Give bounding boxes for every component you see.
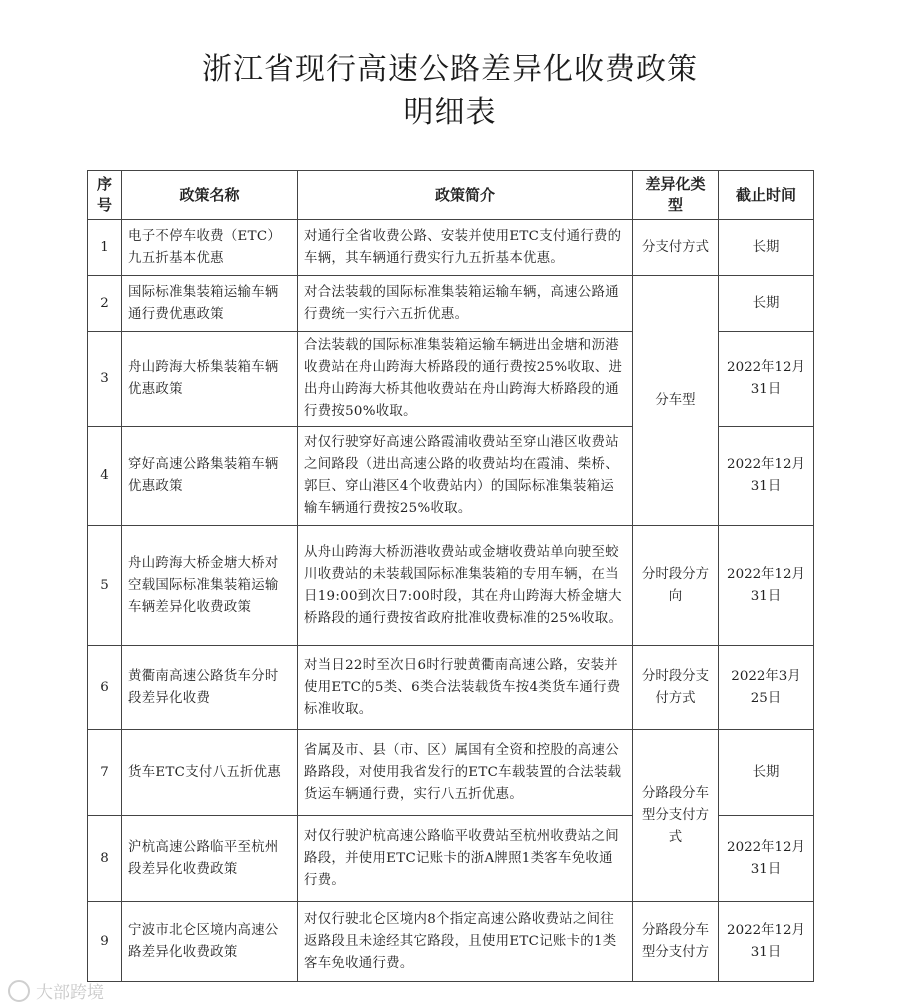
row-no: 5 bbox=[88, 526, 122, 646]
policy-desc: 合法装载的国际标准集装箱运输车辆进出金塘和沥港收费站在舟山跨海大桥路段的通行费按25%收取、进出舟山跨海大桥其他收费站在舟山跨海大桥路段的通行费按50%收取。 bbox=[298, 332, 633, 427]
table-row bbox=[88, 220, 814, 276]
page-subtitle: 明细表 bbox=[403, 95, 497, 130]
table-row bbox=[88, 902, 814, 982]
row-no: 6 bbox=[88, 646, 122, 730]
table-row bbox=[88, 276, 814, 332]
row-no: 4 bbox=[88, 427, 122, 526]
policy-name: 国际标准集装箱运输车辆通行费优惠政策 bbox=[122, 276, 298, 332]
policy-name: 穿好高速公路集装箱车辆优惠政策 bbox=[122, 427, 298, 526]
table-row bbox=[88, 526, 814, 646]
policy-name: 货车ETC支付八五折优惠 bbox=[122, 730, 298, 816]
row-no: 8 bbox=[88, 816, 122, 902]
header-no: 序号 bbox=[88, 171, 122, 220]
policy-name: 舟山跨海大桥集装箱车辆优惠政策 bbox=[122, 332, 298, 427]
header-deadline: 截止时间 bbox=[719, 171, 814, 220]
header-row bbox=[88, 171, 814, 220]
policy-desc: 省属及市、县（市、区）属国有全资和控股的高速公路路段，对使用我省发行的ETC车载装置的合法装载货运车辆通行费，实行八五折优惠。 bbox=[298, 730, 633, 816]
table-row bbox=[88, 646, 814, 730]
watermark-logo-icon bbox=[8, 980, 30, 1002]
row-no: 3 bbox=[88, 332, 122, 427]
row-no: 9 bbox=[88, 902, 122, 982]
header-type: 差异化类型 bbox=[633, 171, 719, 220]
deadline: 2022年12月31日 bbox=[719, 427, 814, 526]
policy-desc: 对当日22时至次日6时行驶黄衢南高速公路，安装并使用ETC的5类、6类合法装载货车按4类货车通行费标准收取。 bbox=[298, 646, 633, 730]
watermark-text: 大部跨境 bbox=[36, 983, 104, 1003]
row-no: 2 bbox=[88, 276, 122, 332]
policy-desc: 对仅行驶沪杭高速公路临平收费站至杭州收费站之间路段，并使用ETC记账卡的浙A牌照1类客车免收通行费。 bbox=[298, 816, 633, 902]
policy-desc: 对仅行驶北仑区境内8个指定高速公路收费站之间往返路段且未途经其它路段，且使用ETC记账卡的1类客车免收通行费。 bbox=[298, 902, 633, 982]
diff-type: 分车型 bbox=[633, 276, 719, 526]
header-desc: 政策简介 bbox=[298, 171, 633, 220]
policy-table bbox=[87, 170, 814, 982]
deadline: 长期 bbox=[719, 220, 814, 276]
policy-name: 电子不停车收费（ETC）九五折基本优惠 bbox=[122, 220, 298, 276]
deadline: 长期 bbox=[719, 730, 814, 816]
header-name: 政策名称 bbox=[122, 171, 298, 220]
policy-desc: 对合法装载的国际标准集装箱运输车辆，高速公路通行费统一实行六五折优惠。 bbox=[298, 276, 633, 332]
table-row bbox=[88, 730, 814, 816]
deadline: 2022年12月31日 bbox=[719, 902, 814, 982]
policy-desc: 从舟山跨海大桥沥港收费站或金塘收费站单向驶至蛟川收费站的未装载国际标准集装箱的专用车辆，在当日19:00到次日7:00时段，其在舟山跨海大桥金塘大桥路段的通行费按省政府批准收费标准的25%收取。 bbox=[298, 526, 633, 646]
policy-name: 黄衢南高速公路货车分时段差异化收费 bbox=[122, 646, 298, 730]
policy-desc: 对仅行驶穿好高速公路霞浦收费站至穿山港区收费站之间路段（进出高速公路的收费站均在霞浦、柴桥、郭巨、穿山港区4个收费站内）的国际标准集装箱运输车辆通行费按25%收取。 bbox=[298, 427, 633, 526]
deadline: 2022年12月31日 bbox=[719, 332, 814, 427]
diff-type: 分支付方式 bbox=[633, 220, 719, 276]
policy-name: 舟山跨海大桥金塘大桥对空载国际标准集装箱运输车辆差异化收费政策 bbox=[122, 526, 298, 646]
deadline: 2022年3月25日 bbox=[719, 646, 814, 730]
deadline: 2022年12月31日 bbox=[719, 526, 814, 646]
row-no: 7 bbox=[88, 730, 122, 816]
deadline: 2022年12月31日 bbox=[719, 816, 814, 902]
diff-type: 分路段分车型分支付方式 bbox=[633, 730, 719, 902]
diff-type: 分时段分支付方式 bbox=[633, 646, 719, 730]
row-no: 1 bbox=[88, 220, 122, 276]
policy-desc: 对通行全省收费公路、安装并使用ETC支付通行费的车辆，其车辆通行费实行九五折基本优惠。 bbox=[298, 220, 633, 276]
diff-type: 分时段分方向 bbox=[633, 526, 719, 646]
policy-name: 宁波市北仑区境内高速公路差异化收费政策 bbox=[122, 902, 298, 982]
policy-name: 沪杭高速公路临平至杭州段差异化收费政策 bbox=[122, 816, 298, 902]
deadline: 长期 bbox=[719, 276, 814, 332]
page-title: 浙江省现行高速公路差异化收费政策 bbox=[202, 52, 698, 87]
diff-type: 分路段分车型分支付方 bbox=[633, 902, 719, 982]
watermark bbox=[8, 978, 104, 1003]
